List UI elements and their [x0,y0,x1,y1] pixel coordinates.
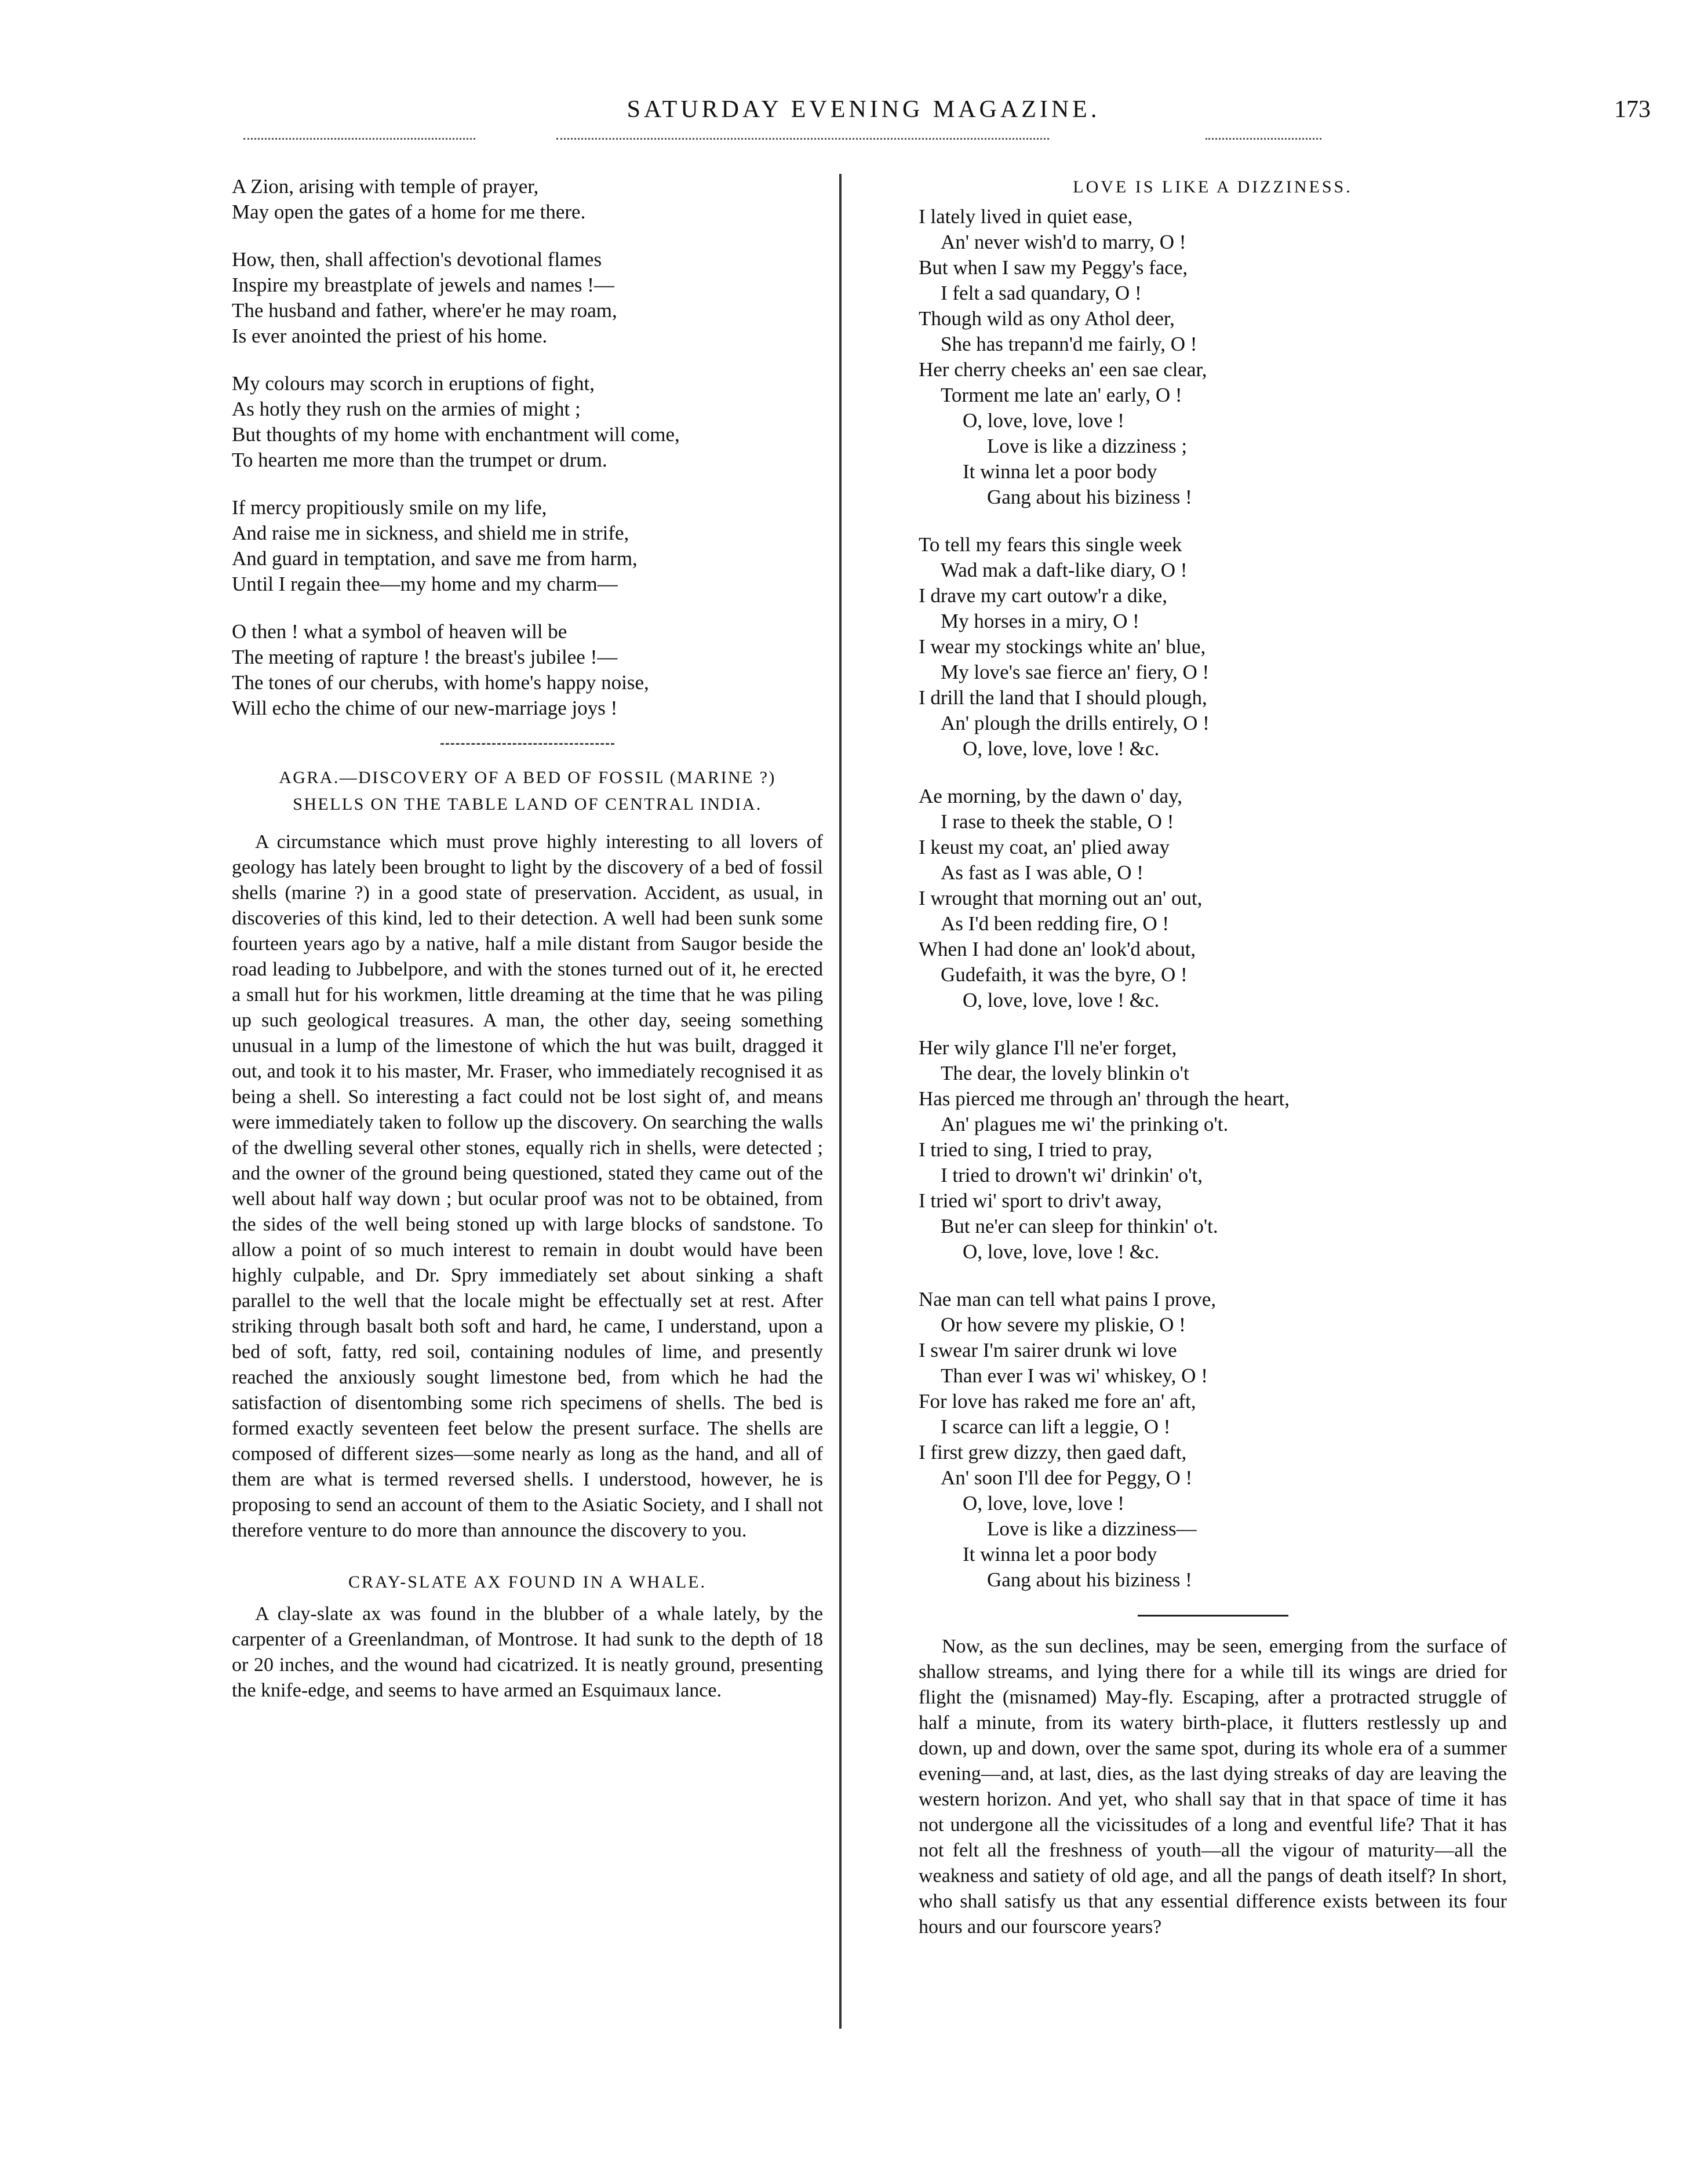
poem-line: Or how severe my pliskie, O ! [941,1313,1186,1336]
poem-line: O, love, love, love ! [963,409,1124,432]
poem-line: An' soon I'll dee for Peggy, O ! [941,1466,1193,1489]
poem-stanza [919,784,1507,1013]
poem-line: It winna let a poor body [963,460,1157,483]
poem-line: Than ever I was wi' whiskey, O ! [941,1364,1208,1387]
poem-line: She has trepann'd me fairly, O ! [941,333,1197,355]
poem-line: Torment me late an' early, O ! [941,384,1182,406]
poem-line: An' plagues me wi' the prinking o't. [941,1113,1229,1135]
poem-line: My colours may scorch in eruptions of fight, [232,372,595,395]
poem-line: My love's sae fierce an' fiery, O ! [941,661,1210,683]
poem-line: The dear, the lovely blinkin o't [941,1062,1189,1084]
poem-line: But when I saw my Peggy's face, [919,256,1188,279]
poem-line: And raise me in sickness, and shield me in strife, [232,522,629,544]
page-number: 173 [1614,96,1651,123]
poem-line: To tell my fears this single week [919,533,1182,556]
poem-line: An' plough the drills entirely, O ! [941,712,1210,734]
poem-line: How, then, shall affection's devotional flames [232,248,602,271]
poem-line: I wear my stockings white an' blue, [919,635,1206,658]
running-title: SATURDAY EVENING MAGAZINE. [627,96,1101,123]
poem-line: Her cherry cheeks an' een sae clear, [919,358,1207,381]
header-rule-middle [556,138,1049,140]
right-column [919,174,1507,1940]
poem-stanza [919,204,1507,510]
article-slate-ax [232,1569,823,1703]
mayfly-paragraph: Now, as the sun declines, may be seen, emerging from the surface of shallow streams, and lying there for a while till its wings are dried for flight the (misnamed) May-fly. Escaping, after a protracted struggle of half a minute, from its watery birth-place, it flutters restlessly up and down, up and down, over the same spot, during its whole era of a summer evening—and, at last, dies, as the last dying streaks of day are leaving the western horizon. And yet, who shall say that in that space of time it has not undergone all the vicissitudes of a long and eventful life? That it has not felt all the freshness of youth—all the vigour of maturity—all the weakness and satiety of old age, and all the pangs of death itself? In short, who shall satisfy us that any essential difference exists between its four hours and our fourscore years? [919,1636,1507,1938]
article-body: A circumstance which must prove highly interesting to all lovers of geology has lately been brought to light by the discovery of a bed of fossil shells (marine ?) in a good state of preservation. Accident, as usual, in discoveries of this kind, led to their detection. A well had been sunk some fourteen years ago by a native, half a mile distant from Saugor beside the road leading to Jubbelpore, and with the stones turned out of it, he erected a small hut for his workmen, little dreaming at the time that he was piling up such geological treasures. A man, the other day, seeing something unusual in a lump of the limestone of which the hut was built, dragged it out, and took it to his master, Mr. Fraser, who immediately recognised it as being a shell. So interesting a fact could not be lost sight of, and means were immediately taken to follow up the discovery. On searching the walls of the dwelling several other stones, equally rich in shells, were detected ; and the owner of the ground being questioned, stated they came out of the well about half way down ; but ocular proof was not to be obtained, from the sides of the well being stoned up with large blocks of sandstone. To allow a point of so much interest to remain in doubt would have been highly culpable, and Dr. Spry immediately set about sinking a shaft parallel to the well that the locale might be effectually set at rest. After striking through basalt both soft and hard, he came, I understand, upon a bed of soft, fatty, red soil, containing nodules of lime, and presently reached the anxiously sought limestone bed, from which he had the satisfaction of disentombing some rich specimens of shells. The bed is formed exactly seventeen feet below the present surface. The shells are composed of different sizes—some nearly as long as the hand, and all of them are what is termed reversed shells. I understood, however, he is proposing to send an account of them to the Asiatic Society, and I shall not therefore venture to do more than announce the discovery to you. [232,831,823,1541]
poem-line: Will echo the chime of our new-marriage joys ! [232,697,618,719]
left-column [232,174,823,1703]
poem-line: And guard in temptation, and save me from harm, [232,547,638,570]
poem-line: I keust my coat, an' plied away [919,836,1170,858]
poem-line: Inspire my breastplate of jewels and names !— [232,274,614,296]
poem-stanza [919,1287,1507,1593]
poem-line: Until I regain thee—my home and my charm— [232,573,618,595]
header-rule-right [1206,138,1321,140]
article-subheading: SHELLS ON THE TABLE LAND OF CENTRAL INDIA. [293,795,762,814]
header-rule-left [243,138,475,140]
poem-stanza [232,174,823,225]
article-heading: AGRA.—DISCOVERY OF A BED OF FOSSIL (MARINE ?) [279,768,776,787]
article-body: A clay-slate ax was found in the blubber of a whale lately, by the carpenter of a Greenlandman, of Montrose. It had sunk to the depth of 18 or 20 inches, and the wound had cicatrized. It is neatly ground, presenting the knife-edge, and seems to have armed an Esquimaux lance. [232,1603,823,1701]
poem-stanza [232,371,823,473]
poem-line: For love has raked me fore an' aft, [919,1390,1196,1412]
column-divider [839,174,842,2029]
poem-line: Has pierced me through an' through the heart, [919,1087,1290,1110]
poem-line: O, love, love, love ! &c. [963,989,1160,1011]
poem-line: Nae man can tell what pains I prove, [919,1288,1217,1310]
poem-stanza [232,619,823,721]
poem-line: Love is like a dizziness ; [987,435,1188,457]
poem-line: Gudefaith, it was the byre, O ! [941,963,1188,986]
poem-line: Love is like a dizziness— [987,1517,1197,1540]
poem-line: I tried to drown't wi' drinkin' o't, [941,1164,1203,1186]
poem-line: I tried wi' sport to driv't away, [919,1189,1162,1212]
poem-line: Her wily glance I'll ne'er forget, [919,1036,1177,1059]
poem-line: May open the gates of a home for me there. [232,201,586,223]
poem-line: But ne'er can sleep for thinkin' o't. [941,1215,1218,1237]
poem-line: I lately lived in quiet ease, [919,205,1133,228]
poem-line: Gang about his biziness ! [987,486,1192,508]
poem-stanza [232,247,823,349]
poem-line: O, love, love, love ! &c. [963,737,1160,760]
poem-line: O then ! what a symbol of heaven will be [232,620,567,643]
poem-line: An' never wish'd to marry, O ! [941,231,1186,253]
poem-line: When I had done an' look'd about, [919,938,1196,960]
poem-stanza [919,532,1507,762]
section-divider [440,743,614,745]
poem-line: It winna let a poor body [963,1543,1157,1566]
poem-line: I rase to theek the stable, O ! [941,810,1174,833]
poem-line: As I'd been redding fire, O ! [941,912,1170,935]
poem-line: A Zion, arising with temple of prayer, [232,175,539,198]
poem-line: Ae morning, by the dawn o' day, [919,785,1183,807]
poem-title: LOVE IS LIKE A DIZZINESS. [1073,177,1353,196]
poem-line: I swear I'm sairer drunk wi love [919,1339,1177,1361]
poem-line: If mercy propitiously smile on my life, [232,496,547,519]
poem-line: Gang about his biziness ! [987,1568,1192,1591]
poem-line: I wrought that morning out an' out, [919,887,1203,909]
poem-line: I felt a sad quandary, O ! [941,282,1142,304]
poem-line: O, love, love, love ! &c. [963,1240,1160,1263]
poem-line: Is ever anointed the priest of his home. [232,325,548,347]
poem-line: The tones of our cherubs, with home's happy noise, [232,671,649,694]
section-divider [1138,1615,1288,1617]
poem-line: O, love, love, love ! [963,1492,1124,1515]
poem-stanza [232,495,823,597]
poem-line: The meeting of rapture ! the breast's jubilee !— [232,646,618,668]
poem-home [232,174,823,721]
poem-line: To hearten me more than the trumpet or drum. [232,449,607,471]
poem-line: I first grew dizzy, then gaed daft, [919,1441,1187,1464]
poem-line: But thoughts of my home with enchantment will come, [232,423,680,446]
poem-line: Wad mak a daft-like diary, O ! [941,559,1188,581]
poem-line: I drill the land that I should plough, [919,686,1207,709]
poem-line: I drave my cart outow'r a dike, [919,584,1168,607]
poem-line: The husband and father, where'er he may roam, [232,299,617,322]
article-fossil-shells [232,765,823,1543]
article-heading: CRAY-SLATE AX FOUND IN A WHALE. [348,1572,707,1592]
poem-stanza [919,1035,1507,1265]
poem-dizziness [919,204,1507,1593]
poem-line: I scarce can lift a leggie, O ! [941,1415,1171,1438]
poem-line: My horses in a miry, O ! [941,610,1139,632]
poem-line: As fast as I was able, O ! [941,861,1143,884]
poem-line: As hotly they rush on the armies of might ; [232,398,581,420]
poem-line: Though wild as ony Athol deer, [919,307,1175,330]
poem-line: I tried to sing, I tried to pray, [919,1138,1153,1161]
